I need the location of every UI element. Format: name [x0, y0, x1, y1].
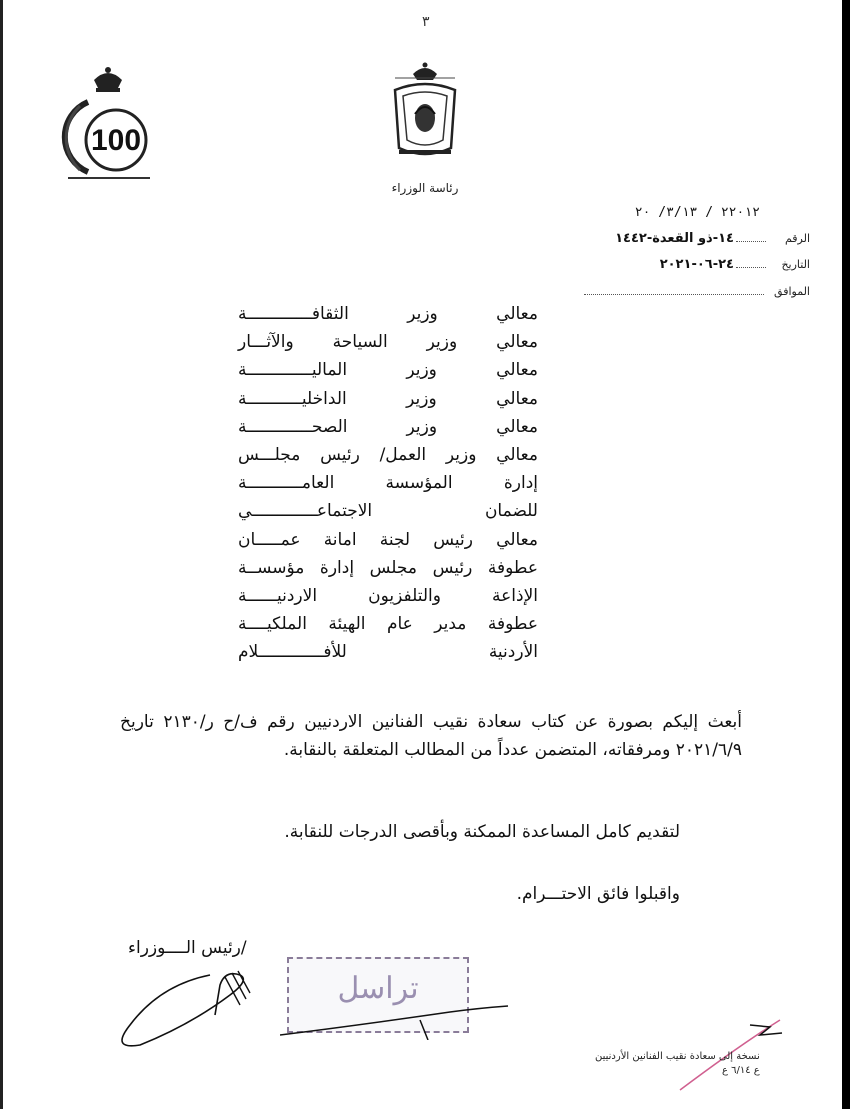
dotted-line — [736, 241, 766, 242]
reference-number-label: الرقم — [784, 232, 810, 245]
recipient-line: معالي وزير الداخليـــــــــــة — [238, 388, 538, 409]
recipient-line: الأردنية للأفـــــــــــــلام — [238, 642, 538, 663]
recipient-line: الإذاعة والتلفزيون الاردنيــــــة — [238, 586, 538, 607]
reference-number-row — [615, 231, 810, 246]
signature-flourish — [280, 1000, 510, 1040]
copy-note-line: نسخة إلى سعادة نقيب الفنانين الأردنيين — [595, 1051, 760, 1062]
signer-title: /رئيس الــــوزراء — [128, 938, 247, 958]
recipient-line: للضمان الاجتماعـــــــــــــي — [238, 501, 538, 522]
recipient-line: معالي وزير الصحـــــــــــــة — [238, 416, 538, 437]
centenary-number: 100 — [90, 124, 142, 157]
reference-code: ٢٢٠١٢ / ٣/١٣/ ٢٠ — [634, 205, 760, 220]
letter-body-paragraph: أبعث إليكم بصورة عن كتاب سعادة نقيب الفنانين الاردنيين رقم ف/ح ر/٢١٣٠ تاريخ ٢٠٢١/٦/٩ ومرفقاته، المتضمن عدداً من المطالب المتعلقة بالنقابة. — [120, 712, 742, 760]
centenary-logo — [58, 62, 158, 182]
page-mark: ٣ — [422, 14, 430, 30]
crown-icon — [94, 67, 122, 92]
scan-edge-left — [0, 0, 3, 1109]
recipient-line: معالي وزير الثقافـــــــــــــة — [238, 304, 538, 324]
reference-date-row — [660, 257, 810, 272]
reference-number-value: ١٤-ذو القعدة-١٤٤٢ — [615, 231, 734, 246]
letter-request: لتقديم كامل المساعدة الممكنة وبأقصى الدرجات للنقابة. — [284, 822, 680, 842]
dotted-line — [584, 294, 764, 295]
emblem-caption: رئاسة الوزراء — [391, 181, 459, 195]
dotted-line — [736, 267, 766, 268]
jordan-emblem — [385, 60, 465, 200]
scan-edge-right — [842, 0, 850, 1109]
stamp-text: تراسل — [337, 971, 419, 1006]
recipient-line: معالي وزير السياحة والآثـــار — [238, 332, 538, 353]
recipient-line: معالي وزير العمل/ رئيس مجلـــس — [238, 445, 538, 466]
copy-note-line: ع ٦/١٤ ع — [721, 1065, 760, 1076]
recipient-line: عطوفة رئيس مجلس إدارة مؤسســة — [238, 557, 538, 578]
reference-corresponding-label: الموافق — [774, 285, 810, 298]
recipient-line: عطوفة مدير عام الهيئة الملكيــــة — [238, 614, 538, 635]
letter-closing: واقبلوا فائق الاحتـــرام. — [516, 884, 680, 904]
reference-corresponding-row — [584, 285, 810, 298]
recipients-list — [238, 300, 538, 667]
recipient-line: إدارة المؤسسة العامـــــــــــة — [238, 473, 538, 494]
reference-date-value: ٢٤-٠٦-٢٠٢١ — [659, 257, 734, 272]
copy-note — [595, 1050, 760, 1078]
reference-date-label: التاريخ — [781, 258, 810, 271]
recipient-line: معالي وزير الماليـــــــــــــة — [238, 360, 538, 381]
recipient-line: معالي رئيس لجنة امانة عمـــــان — [238, 529, 538, 550]
crown-icon — [413, 63, 437, 81]
